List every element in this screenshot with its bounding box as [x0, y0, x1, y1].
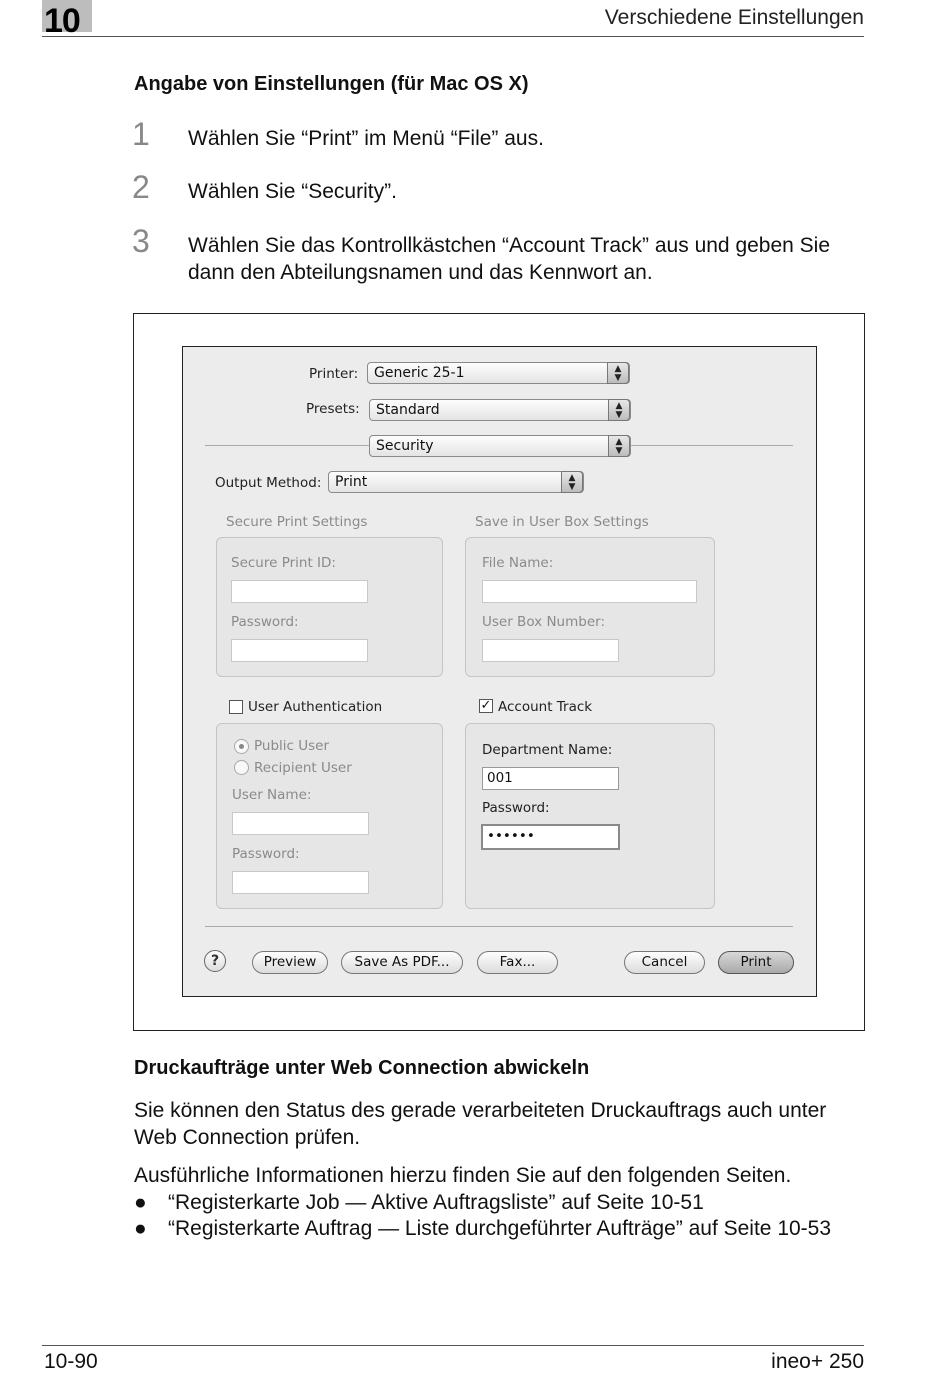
user-auth-password-label: Password:	[232, 846, 300, 862]
file-name-field[interactable]	[482, 580, 697, 603]
fax-button[interactable]: Fax...	[477, 951, 558, 974]
step-text-3: Wählen Sie das Kontrollkästchen “Account Track” aus und geben Sie dann den Abteilungsnamen und das Kennwort an.	[188, 234, 831, 284]
output-method-value: Print	[335, 474, 368, 490]
list-item	[134, 1189, 704, 1216]
user-authentication-label: User Authentication	[248, 699, 383, 715]
presets-value: Standard	[376, 402, 440, 418]
secure-print-password-label: Password:	[231, 614, 299, 630]
bullet-icon: ●	[134, 1217, 147, 1240]
recipient-user-radio[interactable]	[234, 760, 249, 775]
step-number-1: 1	[132, 116, 150, 152]
user-box-title: Save in User Box Settings	[475, 514, 649, 530]
list-item-text: “Registerkarte Auftrag — Liste durchgeführter Aufträge” auf Seite 10-53	[168, 1217, 832, 1240]
account-password-label: Password:	[482, 800, 550, 816]
list-item	[134, 1215, 831, 1242]
presets-popup[interactable]	[369, 399, 631, 421]
footer-rule	[42, 1345, 864, 1346]
department-name-label: Department Name:	[482, 742, 613, 758]
list-item-text: “Registerkarte Job — Aktive Auftragsliste” auf Seite 10-51	[168, 1191, 704, 1214]
output-method-popup[interactable]	[328, 471, 584, 493]
save-as-pdf-button[interactable]: Save As PDF...	[341, 951, 463, 974]
printer-popup[interactable]	[367, 362, 630, 384]
paragraph-status: Sie können den Status des gerade verarbeiteten Druckauftrags auch unter Web Connection prüfen.	[134, 1099, 827, 1149]
checkmark-icon: ✓	[480, 698, 492, 713]
user-name-field[interactable]	[232, 812, 369, 835]
printer-label: Printer:	[309, 366, 359, 382]
popup-arrows-icon: ▲ ▼	[561, 471, 583, 493]
panel-popup[interactable]	[369, 435, 631, 457]
popup-arrows-icon: ▲ ▼	[608, 399, 630, 421]
secure-print-title: Secure Print Settings	[226, 514, 368, 530]
header-rule	[42, 36, 864, 37]
section-heading-web-connection: Druckaufträge unter Web Connection abwickeln	[134, 1057, 590, 1079]
preview-button[interactable]: Preview	[252, 951, 328, 974]
secure-print-id-label: Secure Print ID:	[231, 555, 336, 571]
presets-label: Presets:	[306, 401, 360, 417]
bullet-icon: ●	[134, 1191, 147, 1214]
print-dialog	[182, 346, 817, 997]
recipient-user-label: Recipient User	[254, 760, 352, 776]
step-text-2: Wählen Sie “Security”.	[188, 180, 397, 203]
user-box-number-field[interactable]	[482, 639, 619, 662]
account-password-field[interactable]: ••••••	[481, 824, 620, 850]
popup-arrows-icon: ▲ ▼	[608, 435, 630, 457]
paragraph-details: Ausführliche Informationen hierzu finden Sie auf den folgenden Seiten.	[134, 1164, 792, 1187]
section-heading-mac: Angabe von Einstellungen (für Mac OS X)	[134, 73, 529, 95]
secure-print-id-field[interactable]	[231, 580, 368, 603]
user-auth-password-field[interactable]	[232, 871, 369, 894]
user-authentication-checkbox[interactable]	[229, 700, 243, 714]
header-title: Verschiedene Einstellungen	[604, 6, 864, 29]
step-number-3: 3	[132, 223, 150, 259]
secure-print-password-field[interactable]	[231, 639, 368, 662]
step-text-1: Wählen Sie “Print” im Menü “File” aus.	[188, 127, 544, 150]
panel-separator-left	[205, 445, 370, 446]
user-box-number-label: User Box Number:	[482, 614, 605, 630]
public-user-label: Public User	[254, 738, 330, 754]
help-button[interactable]: ?	[204, 950, 226, 972]
bottom-separator	[205, 926, 793, 927]
print-button[interactable]: Print	[718, 951, 794, 974]
account-track-checkbox[interactable]	[479, 699, 493, 713]
department-name-field[interactable]: 001	[482, 767, 619, 790]
file-name-label: File Name:	[482, 555, 554, 571]
user-name-label: User Name:	[232, 787, 312, 803]
product-name: ineo+ 250	[771, 1350, 864, 1373]
step-number-2: 2	[132, 169, 150, 205]
account-track-label: Account Track	[498, 699, 593, 715]
panel-value: Security	[376, 438, 434, 454]
printer-value: Generic 25-1	[374, 365, 465, 381]
popup-arrows-icon: ▲ ▼	[607, 362, 629, 384]
panel-separator-right	[631, 445, 793, 446]
page-number: 10-90	[44, 1350, 98, 1373]
output-method-label: Output Method:	[215, 475, 322, 491]
cancel-button[interactable]: Cancel	[624, 951, 705, 974]
public-user-radio[interactable]	[234, 739, 249, 754]
chapter-number: 10	[44, 2, 80, 40]
